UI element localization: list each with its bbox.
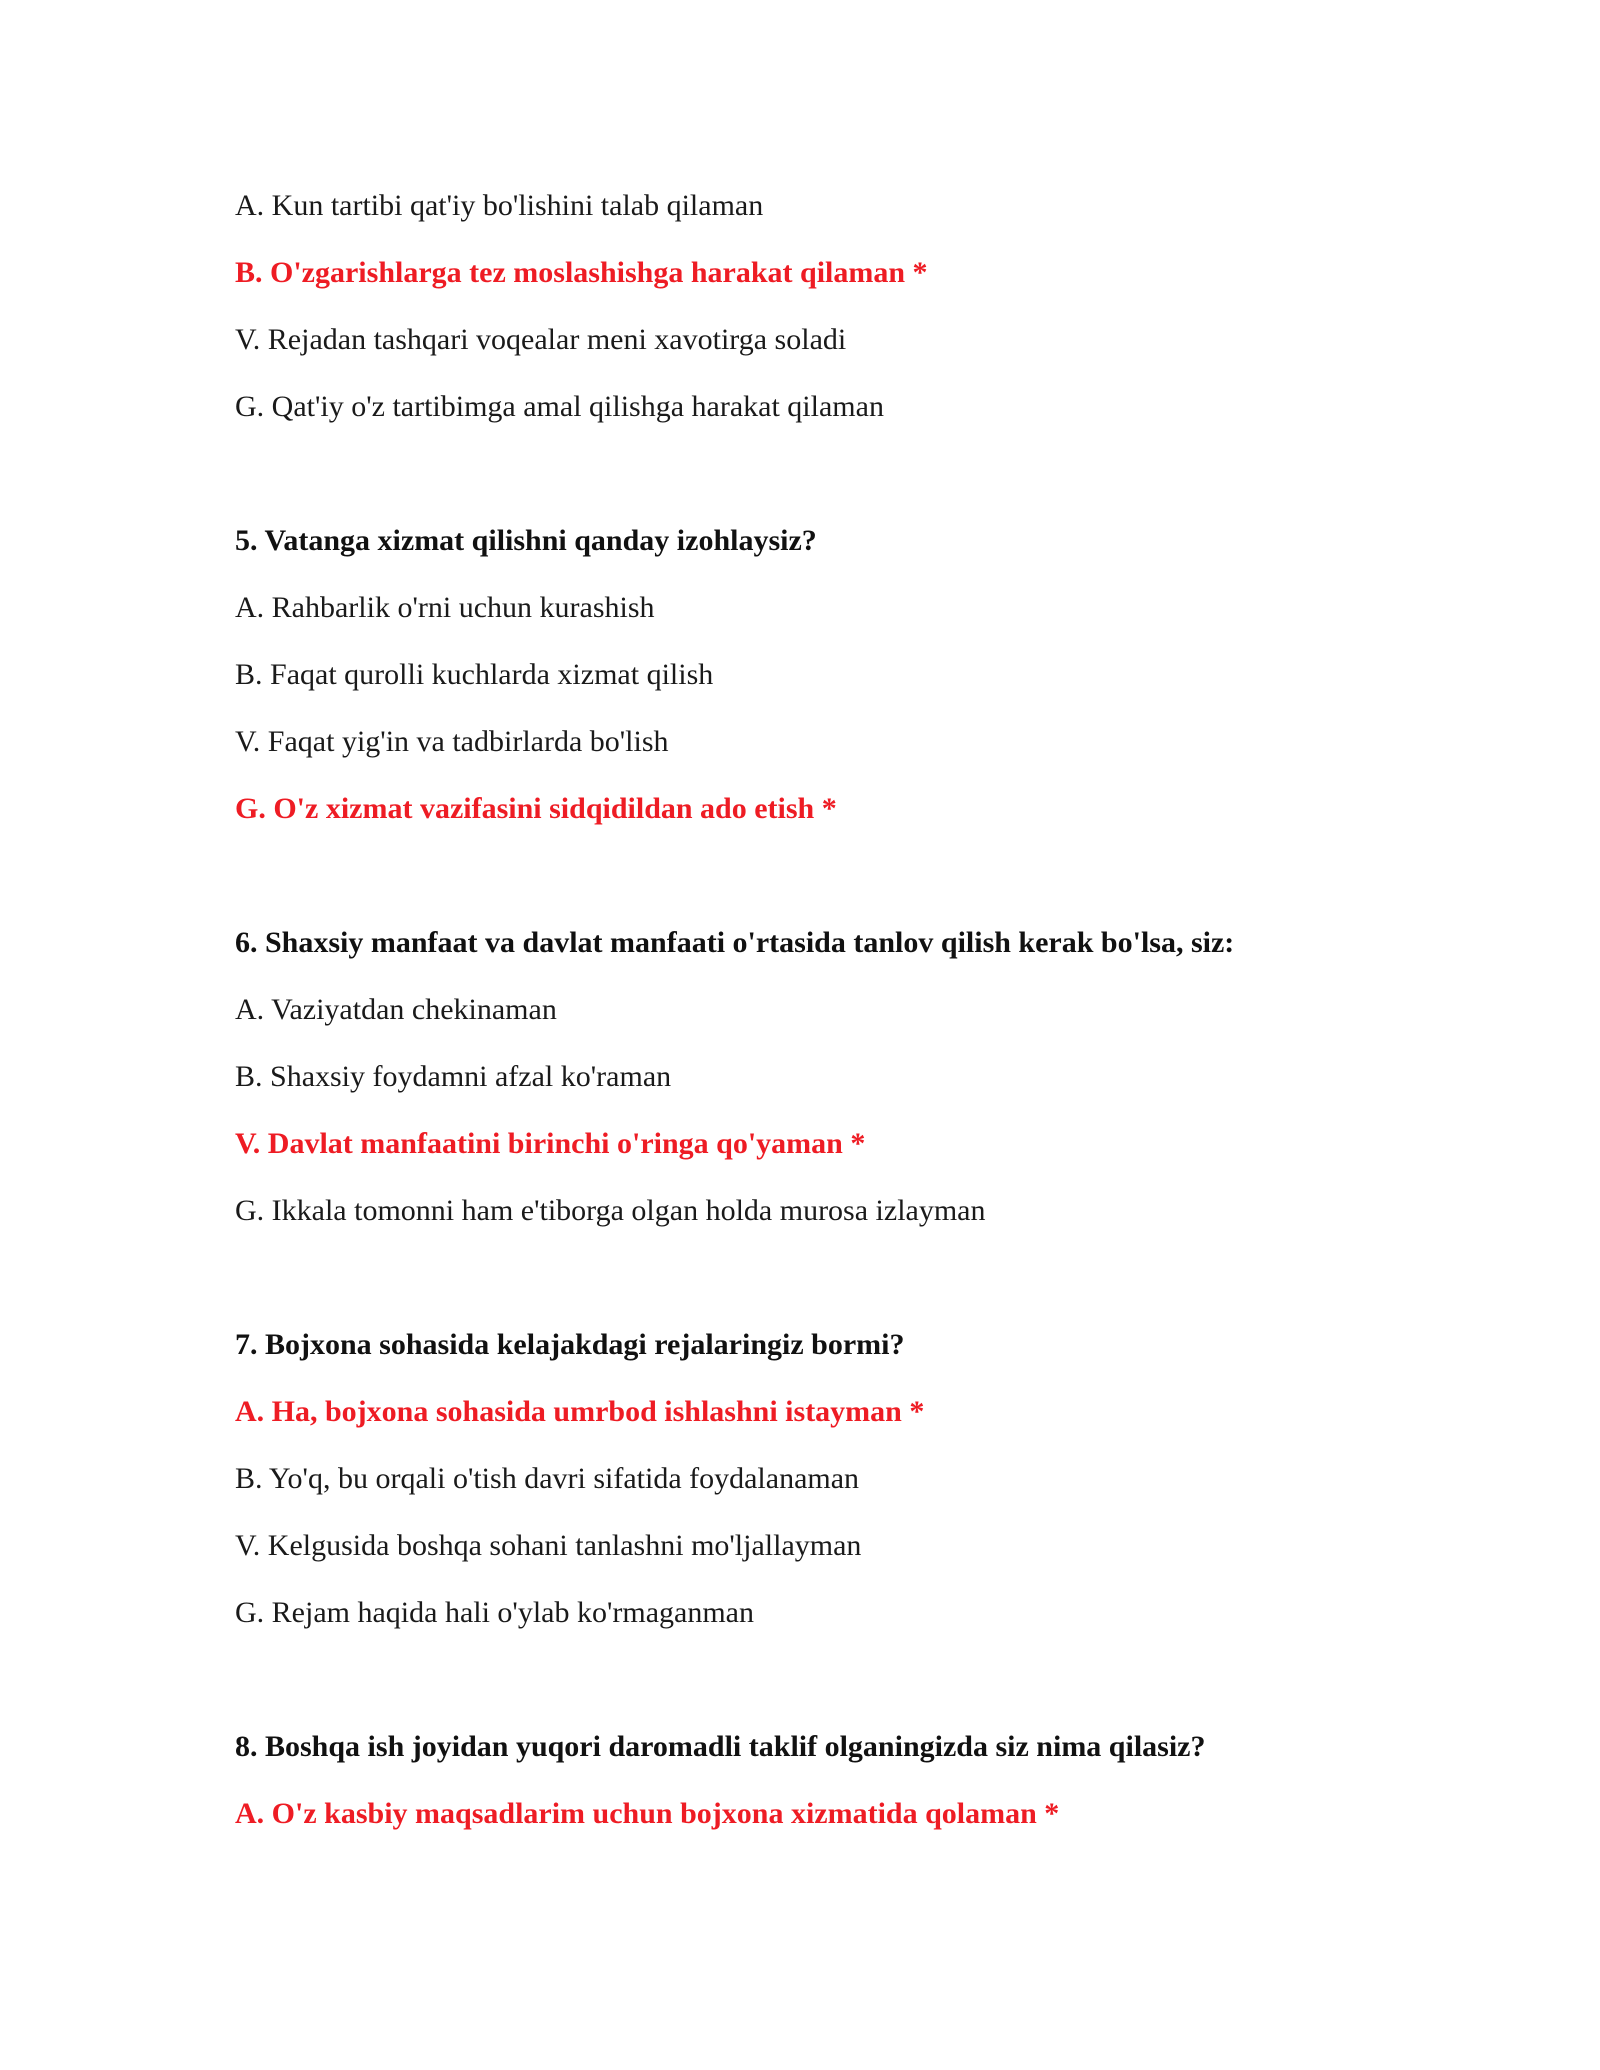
correct-answer-option: B. O'zgarishlarga tez moslashishga harakat qilaman * xyxy=(235,256,928,289)
answer-option: B. Faqat qurolli kuchlarda xizmat qilish xyxy=(235,658,714,691)
question-1: 5. Vatanga xizmat qilishni qanday izohlaysiz? xyxy=(235,524,817,557)
answer-option: V. Rejadan tashqari voqealar meni xavotirga soladi xyxy=(235,323,847,356)
correct-answer-option: A. Ha, bojxona sohasida umrbod ishlashni istayman * xyxy=(235,1395,925,1428)
answer-option: B. Shaxsiy foydamni afzal ko'raman xyxy=(235,1060,672,1093)
answer-option: V. Kelgusida boshqa sohani tanlashni mo'ljallayman xyxy=(235,1529,862,1562)
correct-answer-option: A. O'z kasbiy maqsadlarim uchun bojxona xizmatida qolaman * xyxy=(235,1797,1060,1830)
answer-option: A. Vaziyatdan chekinaman xyxy=(235,993,557,1026)
answer-option: G. Qat'iy o'z tartibimga amal qilishga harakat qilaman xyxy=(235,390,884,423)
answer-option: V. Faqat yig'in va tadbirlarda bo'lish xyxy=(235,725,669,758)
question-2: 6. Shaxsiy manfaat va davlat manfaati o'rtasida tanlov qilish kerak bo'lsa, siz: xyxy=(235,926,1235,959)
question-3: 7. Bojxona sohasida kelajakdagi rejalaringiz bormi? xyxy=(235,1328,905,1361)
correct-answer-option: V. Davlat manfaatini birinchi o'ringa qo'yaman * xyxy=(235,1127,866,1160)
answer-option: A. Rahbarlik o'rni uchun kurashish xyxy=(235,591,655,624)
answer-option: G. Rejam haqida hali o'ylab ko'rmaganman xyxy=(235,1596,754,1629)
correct-answer-option: G. O'z xizmat vazifasini sidqidildan ado etish * xyxy=(235,792,837,825)
question-4: 8. Boshqa ish joyidan yuqori daromadli taklif olganingizda siz nima qilasiz? xyxy=(235,1730,1206,1763)
answer-option: B. Yo'q, bu orqali o'tish davri sifatida foydalanaman xyxy=(235,1462,860,1495)
answer-option: A. Kun tartibi qat'iy bo'lishini talab qilaman xyxy=(235,189,764,222)
answer-option: G. Ikkala tomonni ham e'tiborga olgan holda murosa izlayman xyxy=(235,1194,986,1227)
